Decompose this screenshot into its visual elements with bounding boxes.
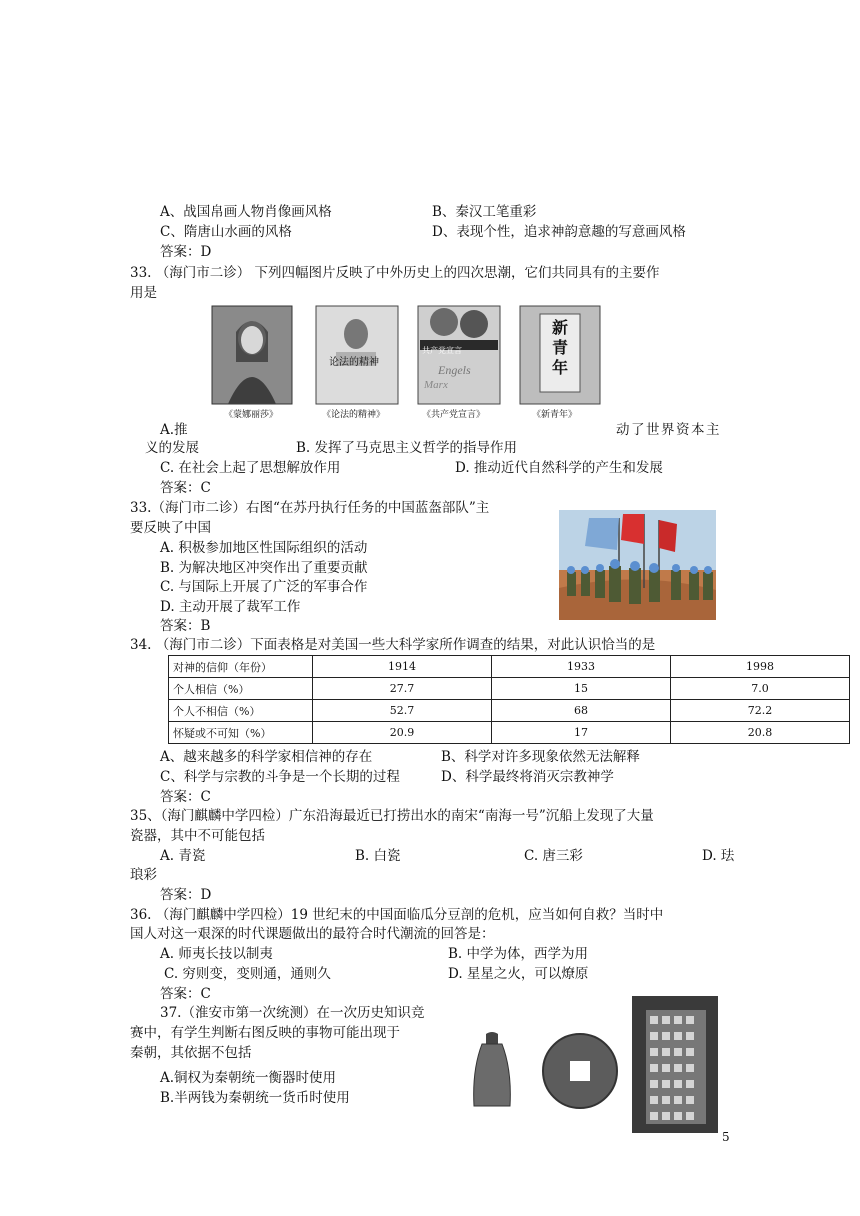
table-cell: 68 <box>492 700 671 722</box>
q37-stem-line3: 秦朝，其依据不包括 <box>130 1045 252 1061</box>
banliang-coin-image <box>540 1031 620 1111</box>
q36-option-b: B. 中学为体，西学为用 <box>448 946 589 962</box>
q34-option-c: C、科学与宗教的斗争是一个长期的过程 <box>160 769 400 785</box>
table-cell: 15 <box>492 678 671 700</box>
q35-option-d: D. 珐 <box>702 848 735 864</box>
q32-option-c: C、隋唐山水画的风格 <box>160 224 292 240</box>
q33a-option-c: C. 在社会上起了思想解放作用 <box>160 460 341 476</box>
table-cell: 72.2 <box>671 700 850 722</box>
q36-stem-line2: 国人对这一艰深的时代课题做出的最符合时代潮流的回答是： <box>130 926 495 942</box>
mona-lisa-image <box>212 306 292 404</box>
new-youth-caption: 《新青年》 <box>532 410 578 420</box>
q35-option-b: B. 白瓷 <box>355 848 401 864</box>
q37-stem-line2: 赛中，有学生判断右图反映的事物可能出现于 <box>130 1025 400 1041</box>
q33b-stem-line2: 要反映了中国 <box>130 520 211 536</box>
table-cell: 个人不相信（%） <box>169 700 313 722</box>
table-row <box>169 700 850 722</box>
q32-answer: 答案：D <box>160 244 212 260</box>
q33b-option-b: B. 为解决地区冲突作出了重要贡献 <box>160 560 368 576</box>
q34-stem-line1: 34. （海门市二诊）下面表格是对美国一些大科学家所作调查的结果，对此认识恰当的是 <box>130 637 656 653</box>
q35-stem-line2: 瓷器，其中不可能包括 <box>130 828 265 844</box>
table-cell: 1914 <box>313 656 492 678</box>
q33a-option-a-end: 动了世界资本主 <box>616 422 721 438</box>
q32-option-b: B、秦汉工笔重彩 <box>432 204 537 220</box>
q34-option-d: D、科学最终将消灭宗教神学 <box>441 769 614 785</box>
q35-stem-line1: 35、（海门麒麟中学四检）广东沿海最近已打捞出水的南宋“南海一号”沉船上发现了大量 <box>130 808 654 824</box>
table-cell: 对神的信仰（年份） <box>169 656 313 678</box>
svg-text:Engels: Engels <box>438 363 471 377</box>
table-row <box>169 678 850 700</box>
q37-option-a: A.铜权为秦朝统一衡器时使用 <box>160 1070 337 1086</box>
q37-option-b: B.半两钱为秦朝统一货币时使用 <box>160 1090 350 1106</box>
q34-answer: 答案：C <box>160 789 211 805</box>
new-youth-cover-text: 新青年 <box>551 318 568 377</box>
table-cell: 27.7 <box>313 678 492 700</box>
mona-lisa-caption: 《蒙娜丽莎》 <box>224 410 279 420</box>
table-cell: 52.7 <box>313 700 492 722</box>
q33a-answer: 答案：C <box>160 480 211 496</box>
table-row <box>169 722 850 744</box>
q33b-answer: 答案：B <box>160 618 211 634</box>
blue-helmet-photo <box>559 510 716 620</box>
q33a-option-d: D. 推动近代自然科学的产生和发展 <box>455 460 663 476</box>
spirit-of-laws-caption: 《论法的精神》 <box>322 410 386 420</box>
q35-answer: 答案：D <box>160 887 212 903</box>
table-cell: 17 <box>492 722 671 744</box>
svg-text:Marx: Marx <box>424 379 448 391</box>
q33a-option-a-cont: 义的发展 <box>145 440 199 456</box>
q35-option-a: A. 青瓷 <box>160 848 206 864</box>
page-number: 5 <box>722 1130 730 1144</box>
q36-option-a: A. 师夷长技以制夷 <box>160 946 273 962</box>
table-cell: 1933 <box>492 656 671 678</box>
q33a-option-a-start: A.推 <box>160 422 188 438</box>
manifesto-caption: 《共产党宣言》 <box>422 410 486 420</box>
table-cell: 20.8 <box>671 722 850 744</box>
table-cell: 怀疑或不可知（%） <box>169 722 313 744</box>
table-cell: 7.0 <box>671 678 850 700</box>
q32-option-a: A、战国帛画人物肖像画风格 <box>160 204 332 220</box>
qin-edict-tablet-image <box>632 996 718 1133</box>
four-thought-trends-figure <box>208 302 602 422</box>
table-cell: 1998 <box>671 656 850 678</box>
q37-stem-line1: 37.（淮安市第一次统测）在一次历史知识竞 <box>160 1005 425 1021</box>
survey-table <box>168 655 850 744</box>
q33a-stem-line2: 用是 <box>130 285 157 301</box>
q34-option-a: A、越来越多的科学家相信神的存在 <box>160 749 373 765</box>
q33b-option-d: D. 主动开展了裁军工作 <box>160 599 301 615</box>
q32-option-d: D、表现个性，追求神韵意趣的写意画风格 <box>432 224 686 240</box>
manifesto-cover-text: 共产党宣言 <box>422 346 462 355</box>
bronze-weight-image <box>468 1030 516 1110</box>
q34-option-b: B、科学对许多现象依然无法解释 <box>441 749 640 765</box>
q36-answer: 答案：C <box>160 986 211 1002</box>
q36-stem-line1: 36. （海门麒麟中学四检）19 世纪末的中国面临瓜分豆剖的危机，应当如何自救？当时中 <box>130 907 664 923</box>
q36-option-c: C. 穷则变，变则通，通则久 <box>164 966 331 982</box>
q36-option-d: D. 星星之火，可以燎原 <box>448 966 589 982</box>
table-cell: 个人相信（%） <box>169 678 313 700</box>
q35-option-c: C. 唐三彩 <box>524 848 583 864</box>
q33b-stem-line1: 33.（海门市二诊）右图“在苏丹执行任务的中国蓝盔部队”主 <box>130 500 490 516</box>
q33b-option-a: A. 积极参加地区性国际组织的活动 <box>160 540 368 556</box>
q33a-stem-line1: 33. （海门市二诊） 下列四幅图片反映了中外历史上的四次思潮，它们共同具有的主要作 <box>130 265 660 281</box>
q33b-option-c: C. 与国际上开展了广泛的军事合作 <box>160 579 368 595</box>
q33a-option-b: B. 发挥了马克思主义哲学的指导作用 <box>296 440 518 456</box>
table-cell: 20.9 <box>313 722 492 744</box>
spirit-of-laws-cover-text: 论法的精神 <box>329 357 379 368</box>
q35-option-d-cont: 琅彩 <box>130 867 157 883</box>
table-header-row <box>169 656 850 678</box>
